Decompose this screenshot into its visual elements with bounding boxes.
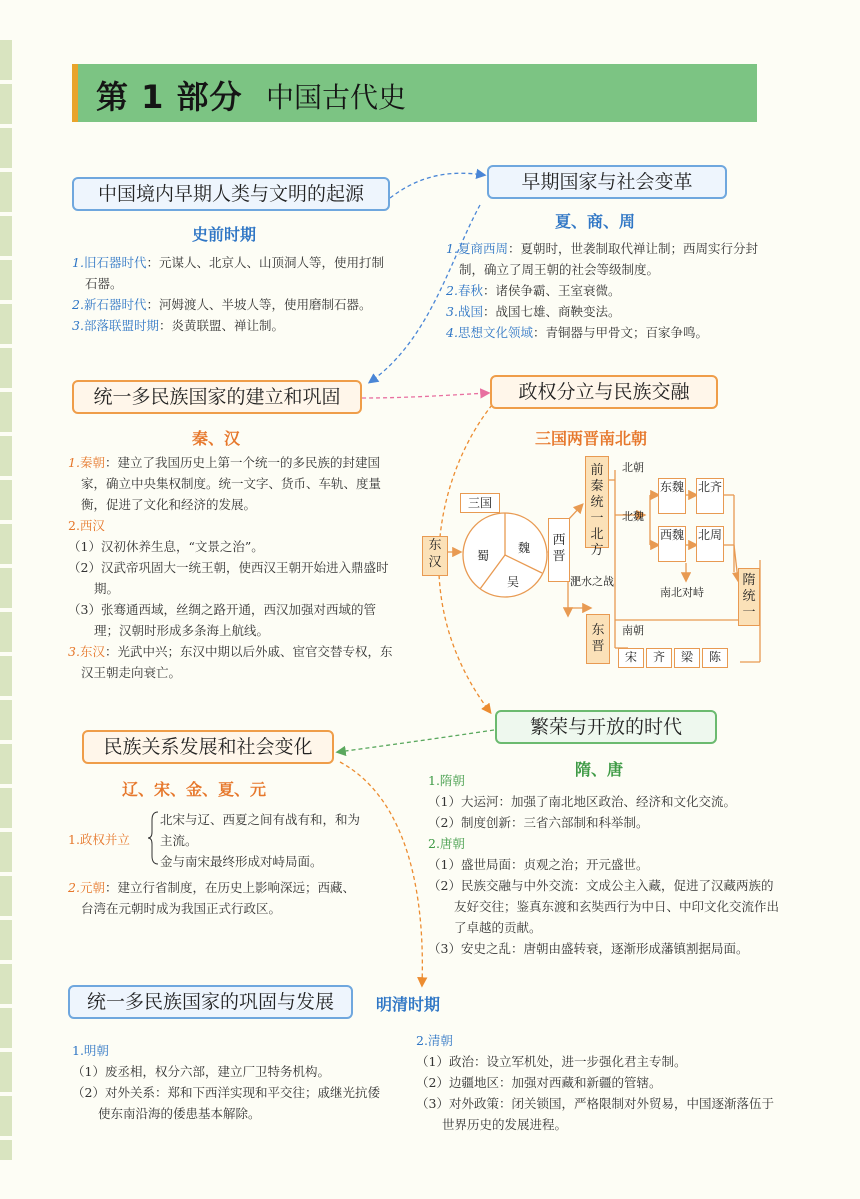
box-xiwei: 西魏 <box>658 526 686 562</box>
box-qi: 齐 <box>646 648 672 668</box>
section-title-division: 政权分立与民族交融 <box>490 375 718 409</box>
sub-ming-qing: 明清时期 <box>376 995 441 1014</box>
sub-liao-song: 辽、宋、金、夏、元 <box>122 780 267 799</box>
prehistory-list: 1.旧石器时代：元谋人、北京人、山顶洞人等，使用打制石器。 2.新石器时代：河姆渡人、半坡人等，使用磨制石器。 3.部落联盟时期：炎黄联盟、禅让制。 <box>72 255 384 333</box>
early-states-list: 1.夏商西周：夏朝时，世袭制取代禅让制；西周实行分封制，确立了周王朝的社会等级制度。 2.春秋：诸侯争霸、王室衰微。 3.战国：战国七雄、商鞅变法。 4.思想文化领域：青铜器与甲骨文；百家争鸣。 <box>446 241 758 340</box>
label-zhengquan: 1.政权并立 <box>68 832 130 847</box>
ming-list: 1.明朝 （1）废丞相，权分六部，建立厂卫特务机构。 （2）对外关系：郑和下西洋实现和平交往；戚继光抗倭使东南沿海的倭患基本解除。 <box>72 1043 380 1121</box>
label-wu: 吴 <box>507 575 520 589</box>
qin-han-list: 1.秦朝：建立了我国历史上第一个统一的多民族的封建国家，确立中央集权制度。统一文字、货币、车轨、度量衡，促进了文化和经济的发展。 2.西汉 （1）汉初休养生息，“文景之治”。 （2）汉武帝巩固大一统王朝，使西汉王朝开始进入鼎盛时期。 （3）张骞通西域，丝绸之路开通，西汉加强对西域的管理；汉朝时形成多条海上航线。 3.东汉：光武中兴；东汉中期以后外戚、宦官交替专权，东汉王朝走向衰亡。 <box>68 455 393 680</box>
box-dongwei: 东魏 <box>658 478 686 514</box>
sub-sui-tang: 隋、唐 <box>575 760 624 779</box>
box-chen: 陈 <box>702 648 728 668</box>
box-liang: 梁 <box>674 648 700 668</box>
label-sanguo: 三国 <box>460 493 500 513</box>
label-shu: 蜀 <box>477 549 490 563</box>
section-title-sui-tang: 繁荣与开放的时代 <box>495 710 717 744</box>
label-wei: 魏 <box>518 541 531 555</box>
box-song: 宋 <box>618 648 644 668</box>
qing-list: 2.清朝 （1）政治：设立军机处，进一步强化君主专制。 （2）边疆地区：加强对西藏和新疆的管辖。 （3）对外政策：闭关锁国，严格限制对外贸易，中国逐渐落伍于世界历史的发展进程。 <box>416 1033 774 1132</box>
brace <box>148 810 160 866</box>
page-title: 中国古代史 <box>266 81 407 114</box>
three-kingdoms-pie <box>460 510 550 600</box>
label-feishui: 淝水之战 <box>570 575 614 588</box>
box-beizhou: 北周 <box>696 526 724 562</box>
box-beiqi: 北齐 <box>696 478 724 514</box>
label-beiwei: 北魏 <box>622 510 644 523</box>
section-title-prehistory: 中国境内早期人类与文明的起源 <box>72 177 390 211</box>
box-xijin: 西晋 <box>548 518 570 582</box>
section-title-early-states: 早期国家与社会变革 <box>487 165 727 199</box>
box-qianqin: 前秦统一北方 <box>585 456 609 548</box>
label-beichao: 北朝 <box>622 461 644 474</box>
box-dongjin: 东晋 <box>586 614 610 664</box>
label-nanchao: 南朝 <box>622 624 644 637</box>
sub-prehistory: 史前时期 <box>192 225 257 244</box>
box-sui-unify: 隋统一 <box>738 568 760 626</box>
zhengquan-list: 北宋与辽、西夏之间有战有和，和为主流。 金与南宋最终形成对峙局面。 <box>160 812 361 869</box>
section-title-qin-han: 统一多民族国家的建立和巩固 <box>72 380 362 414</box>
label-nanbei: 南北对峙 <box>660 586 704 599</box>
sub-three-kingdoms: 三国两晋南北朝 <box>535 429 648 448</box>
dynasty-diagram <box>420 456 780 686</box>
section-title-liao-song: 民族关系发展和社会变化 <box>82 730 334 764</box>
section-title-ming-qing: 统一多民族国家的巩固与发展 <box>68 985 353 1019</box>
sub-qin-han: 秦、汉 <box>192 429 241 448</box>
sub-xia-shang-zhou: 夏、商、周 <box>555 212 636 231</box>
box-donghan: 东汉 <box>422 536 448 576</box>
sui-tang-list: 1.隋朝 （1）大运河：加强了南北地区政治、经济和文化交流。 （2）制度创新：三省六部制和科举制。 2.唐朝 （1）盛世局面：贞观之治；开元盛世。 （2）民族交融与中外交流：文成公主入藏，促进了汉藏两族的友好交往；鉴真东渡和玄奘西行为中日、中印文化交流作出了卓越的贡献。 （3）安史之乱：唐朝由盛转衰，逐渐形成藩镇割据局面。 <box>428 773 780 956</box>
part-number: 第 1 部分 <box>96 78 243 116</box>
yuan-item: 2.元朝：建立行省制度，在历史上影响深远；西藏、台湾在元朝时成为我国正式行政区。 <box>68 880 355 916</box>
